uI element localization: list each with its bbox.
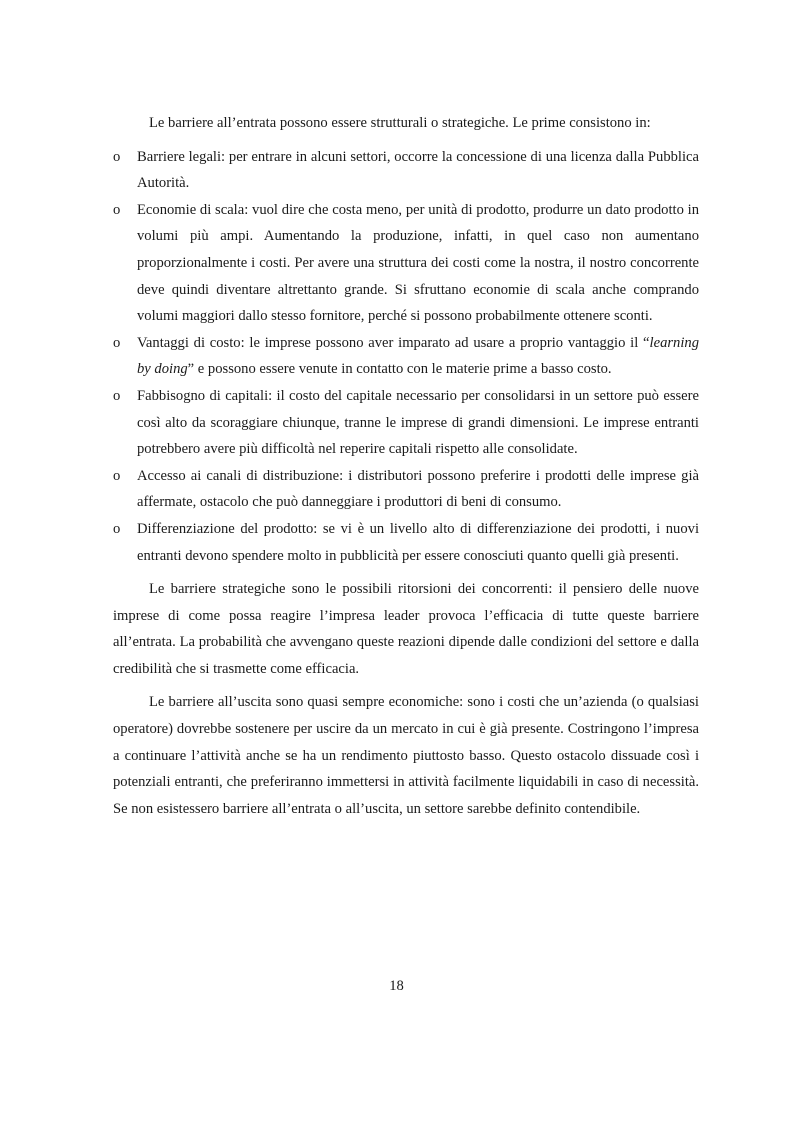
list-item-text: Differenziazione del prodotto: se vi è un livello alto di differenziazione dei prodotti, i nuovi entranti devono spendere molto in pubblicità per essere conosciuti quanto quelli già presenti. [137, 520, 699, 564]
list-item-distribution-access [113, 463, 699, 516]
bullet-marker: o [113, 148, 121, 165]
bullet-marker: o [113, 387, 121, 404]
list-item-text: Fabbisogno di capitali: il costo del capitale necessario per consolidarsi in un settore può essere così alto da scoraggiare chiunque, tranne le imprese di grandi dimensioni. Le imprese entranti potrebbero avere più difficoltà nel reperire capitali rispetto alle consolidate. [137, 387, 699, 458]
list-item-product-differentiation [113, 516, 699, 569]
exit-barriers-paragraph: Le barriere all’uscita sono quasi sempre economiche: sono i costi che un’azienda (o qualsiasi operatore) dovrebbe sostenere per uscire da un mercato in cui è già presente. Costringono l’impresa a continuare l’attività anche se ha un rendimento piuttosto basso. Questo ostacolo dissuade così i potenziali entranti, che preferiranno immettersi in attività facilmente liquidabili in caso di necessità. Se non esistessero barriere all’entrata o all’uscita, un settore sarebbe definito contendibile. [113, 694, 699, 817]
intro-paragraph: Le barriere all’entrata possono essere strutturali o strategiche. Le prime consistono in: [149, 115, 651, 131]
list-item-economies-of-scale [113, 197, 699, 330]
list-item-text: Barriere legali: per entrare in alcuni settori, occorre la concessione di una licenza dalla Pubblica Autorità. [137, 148, 699, 192]
emphasized-term: learning by doing [137, 334, 699, 378]
list-item-legal-barriers [113, 144, 699, 197]
bullet-marker: o [113, 201, 121, 218]
page-number: 18 [389, 978, 404, 994]
list-item-text: Economie di scala: vuol dire che costa meno, per unità di prodotto, produrre un dato prodotto in volumi più ampi. Aumentando la produzione, infatti, in quel caso non aumentano proporzionalmente i costi. Per avere una struttura dei costi come la nostra, il nostro concorrente deve quindi diventare altrettanto grande. Si sfruttano economie di scala anche comprando volumi maggiori dallo stesso fornitore, perché si possono probabilmente ottenere sconti. [137, 201, 699, 325]
bullet-marker: o [113, 334, 121, 351]
bullet-marker: o [113, 467, 121, 484]
barrier-list [113, 144, 699, 570]
list-item-text [137, 335, 699, 378]
page-body [113, 110, 699, 829]
list-item-text: Accesso ai canali di distribuzione: i distributori possono preferire i prodotti delle imprese già affermate, ostacolo che può danneggiare i produttori di beni di consumo. [137, 467, 699, 511]
list-item-cost-advantages [113, 330, 699, 383]
bullet-marker: o [113, 520, 121, 537]
strategic-barriers-paragraph: Le barriere strategiche sono le possibili ritorsioni dei concorrenti: il pensiero delle nuove imprese di come possa reagire l’impresa leader provoca l’efficacia di tutte queste barriere all’entrata. La probabilità che avvengano queste reazioni dipende dalle condizioni del settore e dalla credibilità che si trasmette come efficacia. [113, 581, 699, 677]
list-item-capital-requirements [113, 383, 699, 463]
list-item-text-end: ” e possono essere venute in contatto con le materie prime a basso costo. [187, 361, 612, 378]
list-item-text-start: Vantaggi di costo: le imprese possono aver imparato ad usare a proprio vantaggio il “ [137, 334, 650, 351]
